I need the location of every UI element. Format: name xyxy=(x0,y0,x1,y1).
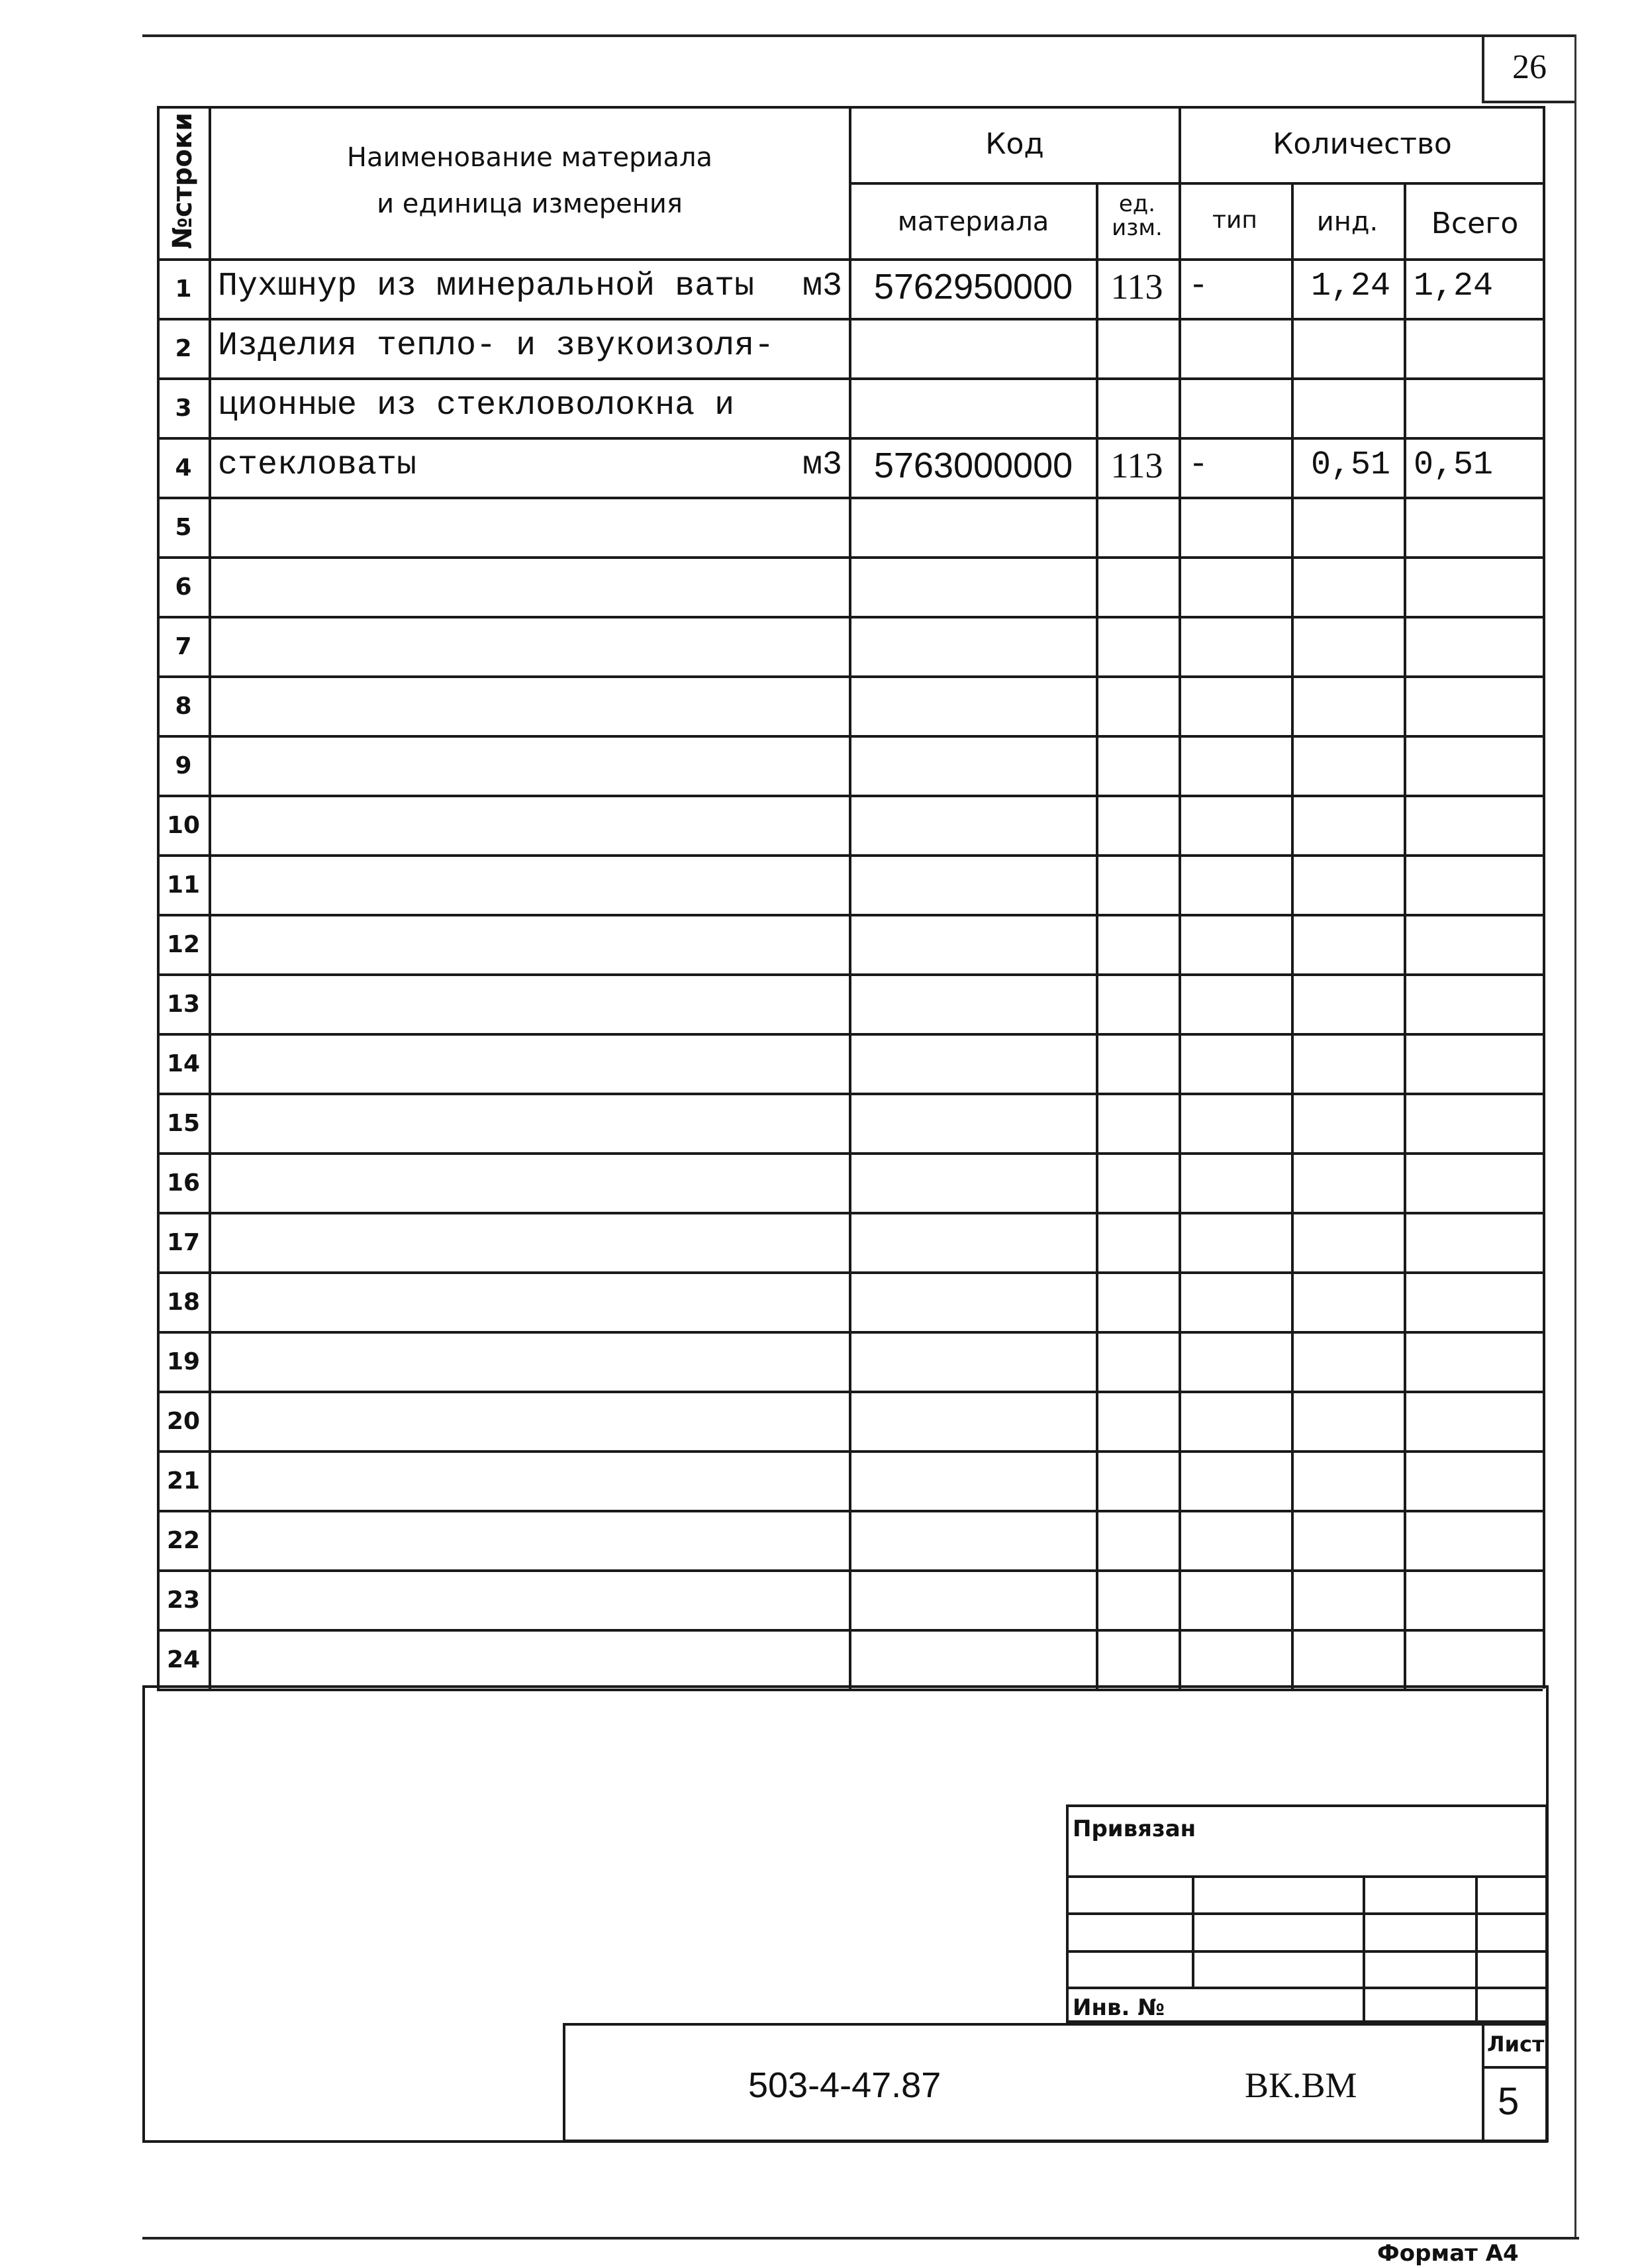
row-number: 16 xyxy=(166,1169,201,1197)
cell-qty-ind: 0,51 xyxy=(1310,446,1391,484)
row-number: 19 xyxy=(166,1348,201,1375)
row-number: 11 xyxy=(166,871,201,899)
row-number: 5 xyxy=(175,514,192,541)
stamp-line xyxy=(1482,2066,1548,2069)
row-number: 13 xyxy=(166,991,201,1018)
header-code-unit xyxy=(1096,192,1179,240)
row-number: 18 xyxy=(166,1289,201,1316)
cell-qty-type: - xyxy=(1188,268,1209,305)
row-number: 21 xyxy=(166,1467,201,1495)
row-number: 20 xyxy=(166,1408,201,1435)
header-qty-ind: инд. xyxy=(1316,207,1378,237)
stamp-inv-label: Инв. № xyxy=(1073,1995,1165,2021)
cell-material-name: стекловаты xyxy=(218,446,417,484)
cell-material-name: Изделия тепло- и звукоизоля- xyxy=(218,327,775,365)
stamp-line xyxy=(142,1685,1548,1688)
row-number: 9 xyxy=(175,752,192,779)
grid-hline xyxy=(157,1689,1543,1691)
grid-hline xyxy=(849,182,1543,185)
sheet-label: Лист xyxy=(1487,2032,1545,2057)
stamp-line xyxy=(1192,1875,1194,1988)
row-number: 23 xyxy=(166,1587,201,1614)
header-code-unit-l1: ед. xyxy=(1118,191,1156,217)
row-number: 8 xyxy=(175,693,192,720)
row-number: 14 xyxy=(166,1050,201,1077)
row-number: 17 xyxy=(166,1229,201,1256)
grid-vline xyxy=(1179,106,1181,1689)
row-number: 4 xyxy=(175,454,192,481)
stamp-line xyxy=(1363,1875,1365,2023)
cell-qty-total: 1,24 xyxy=(1414,268,1494,305)
row-number: 7 xyxy=(175,633,192,660)
page-number: 26 xyxy=(1512,48,1547,86)
grid-vline xyxy=(1096,182,1098,1689)
header-row-number xyxy=(160,110,206,252)
cell-qty-total: 0,51 xyxy=(1414,446,1494,484)
header-qty-type: тип xyxy=(1212,207,1257,234)
stamp-line xyxy=(142,2140,1548,2143)
grid-vline xyxy=(1291,182,1294,1689)
grid-vline xyxy=(1404,182,1406,1689)
grid-vline xyxy=(209,106,211,1689)
cell-material-code: 5762950000 xyxy=(873,267,1073,307)
header-name-line1: Наименование материала xyxy=(346,142,713,173)
row-number: 12 xyxy=(166,931,201,958)
row-number: 10 xyxy=(166,812,201,839)
document-code: 503-4-47.87 xyxy=(748,2065,942,2105)
title-block xyxy=(563,2023,1548,2142)
grid-vline xyxy=(849,106,851,1689)
row-number: 1 xyxy=(175,275,192,303)
cell-unit-code: 113 xyxy=(1110,446,1163,485)
row-number: 22 xyxy=(166,1527,201,1554)
row-number: 3 xyxy=(175,395,192,422)
right-border xyxy=(1574,34,1576,2240)
document-mark: ВК.ВМ xyxy=(1245,2065,1357,2105)
stamp-attached-label: Привязан xyxy=(1073,1816,1196,1842)
top-border xyxy=(142,34,1576,37)
stamp-line xyxy=(1482,2023,1484,2142)
stamp-line xyxy=(1546,1685,1549,2142)
grid-vline xyxy=(1543,106,1545,1689)
bottom-border xyxy=(142,2237,1579,2240)
header-code-unit-l2: изм. xyxy=(1112,215,1163,241)
cell-unit: м3 xyxy=(802,446,842,484)
row-number: 2 xyxy=(175,335,192,362)
header-qty-total: Всего xyxy=(1431,207,1519,240)
row-number: 24 xyxy=(166,1646,201,1673)
row-number: 6 xyxy=(175,573,192,601)
cell-material-code: 5763000000 xyxy=(873,446,1073,485)
stamp-line xyxy=(142,1685,145,2142)
cell-material-name: Пухшнур из минеральной ваты xyxy=(218,268,755,305)
cell-material-name: ционные из стекловолокна и xyxy=(218,387,735,424)
cell-unit-code: 113 xyxy=(1110,267,1163,307)
format-label: Формат А4 xyxy=(1377,2240,1519,2267)
header-code: Код xyxy=(985,127,1044,161)
header-name-line2: и единица измерения xyxy=(377,189,683,219)
cell-unit: м3 xyxy=(802,268,842,305)
header-code-material: материала xyxy=(897,207,1049,237)
header-quantity: Количество xyxy=(1273,127,1452,161)
cell-qty-ind: 1,24 xyxy=(1310,268,1391,305)
cell-qty-type: - xyxy=(1188,446,1209,484)
sheet-number: 5 xyxy=(1498,2080,1520,2123)
row-number: 15 xyxy=(166,1110,201,1137)
header-row-number-label: №строки xyxy=(168,112,198,250)
stamp-line xyxy=(1475,1875,1478,2023)
